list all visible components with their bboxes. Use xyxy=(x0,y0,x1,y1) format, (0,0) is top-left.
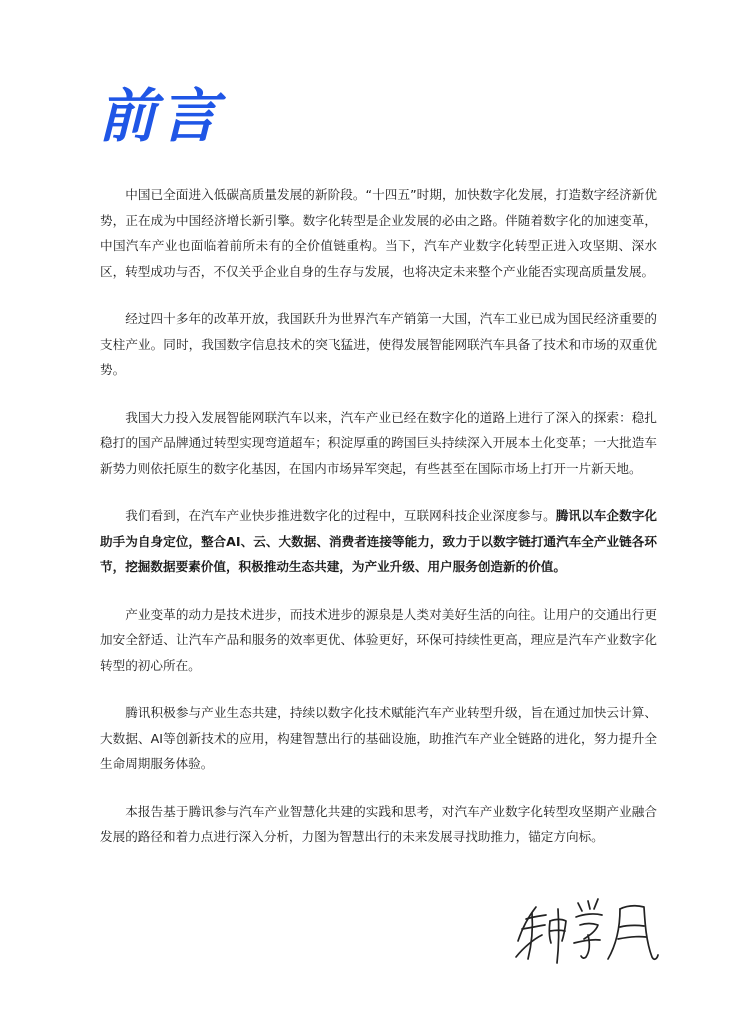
paragraph-2-text: 经过四十多年的改革开放，我国跃升为世界汽车产销第一大国，汽车工业已成为国民经济重要的支柱产业。同时，我国数字信息技术的突飞猛进，使得发展智能网联汽车具备了技术和市场的双重优势。 xyxy=(100,311,657,377)
paragraph-6 xyxy=(100,700,657,777)
page-title: 前言 xyxy=(98,82,223,150)
paragraph-6-text: 腾讯积极参与产业生态共建，持续以数字化技术赋能汽车产业转型升级，旨在通过加快云计算、大数据、AI等创新技术的应用，构建智慧出行的基础设施，助推汽车产业全链路的进化，努力提升全生命周期服务体验。 xyxy=(100,705,657,771)
paragraph-3-text: 我国大力投入发展智能网联汽车以来，汽车产业已经在数字化的道路上进行了深入的探索：稳扎稳打的国产品牌通过转型实现弯道超车；积淀厚重的跨国巨头持续深入开展本土化变革；一大批造车新势力则依托原生的数字化基因，在国内市场异军突起，有些甚至在国际市场上打开一片新天地。 xyxy=(100,409,657,476)
paragraph-2 xyxy=(100,306,657,383)
paragraph-7 xyxy=(100,799,657,850)
paragraph-4-bold-text: 腾讯以车企数字化助手为自身定位，整合AI、云、大数据、消费者连接等能力，致力于以数字链打通汽车全产业链各环节，挖掘数据要素价值，积极推动生态共建，为产业升级、用户服务创造新的价值。 xyxy=(100,508,658,574)
paragraph-3 xyxy=(100,405,657,482)
paragraph-1-text: 中国已全面进入低碳高质量发展的新阶段。“十四五”时期，加快数字化发展，打造数字经济新优势，正在成为中国经济增长新引擎。数字化转型是企业发展的必由之路。伴随着数字化的加速变革，中国汽车产业也面临着前所未有的全价值链重构。当下，汽车产业数字化转型正进入攻坚期、深水区，转型成功与否，不仅关乎企业自身的生存与发展，也将决定未来整个产业能否实现高质量发展。 xyxy=(100,187,657,279)
paragraph-5-text: 产业变革的动力是技术进步，而技术进步的源泉是人类对美好生活的向往。让用户的交通出行更加安全舒适、让汽车产品和服务的效率更优、体验更好，环保可持续性更高，理应是汽车产业数字化转型的初心所在。 xyxy=(100,606,657,673)
paragraph-1 xyxy=(100,182,657,284)
paragraph-7-text: 本报告基于腾讯参与汽车产业智慧化共建的实践和思考，对汽车产业数字化转型攻坚期产业融合发展的路径和着力点进行深入分析，力图为智慧出行的未来发展寻找助推力，锚定方向标。 xyxy=(100,803,657,844)
paragraph-5 xyxy=(100,602,657,679)
handwritten-signature xyxy=(512,895,662,965)
preface-body xyxy=(100,182,657,872)
paragraph-4-text: 我们看到，在汽车产业快步推进数字化的过程中，互联网科技企业深度参与。 xyxy=(125,508,556,523)
paragraph-4 xyxy=(100,503,657,580)
